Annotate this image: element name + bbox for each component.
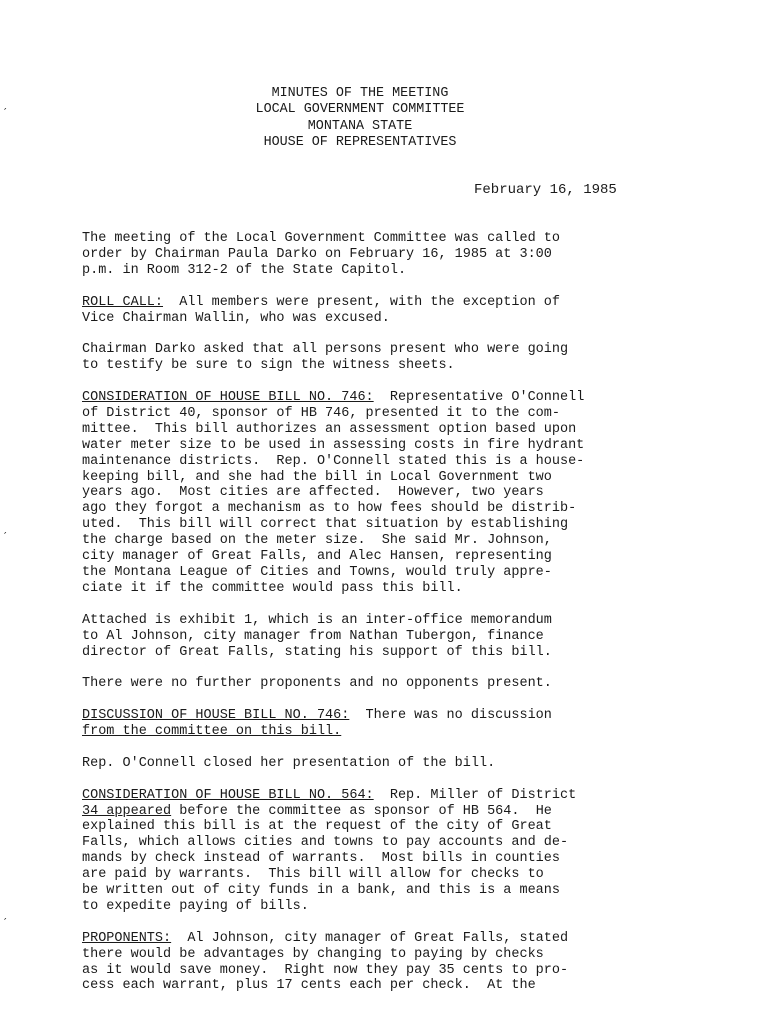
text-line: Rep. Miller of District	[389, 787, 577, 803]
text-line: to testify be sure to sign the witness sheets.	[82, 358, 455, 374]
text-line: There were no further proponents and no opponents present.	[82, 676, 552, 692]
text-line: Al Johnson, city manager of Great Falls, stated	[187, 930, 569, 946]
text-line: ciate it if the committee would pass this bill.	[82, 580, 463, 596]
margin-mark: ′	[4, 530, 7, 543]
section-heading: CONSIDERATION OF HOUSE BILL NO. 746:	[82, 390, 374, 406]
paragraph	[82, 613, 692, 661]
text-line: as it would save money. Right now they pay 35 cents to pro-	[82, 962, 569, 978]
text-line: p.m. in Room 312-2 of the State Capitol.	[82, 262, 407, 278]
text-line: uted. This bill will correct that situation by establishing	[82, 517, 569, 533]
text-line: to Al Johnson, city manager from Nathan Tubergon, finance	[82, 628, 544, 644]
text-line: ago they forgot a mechanism as to how fees should be distrib-	[82, 501, 577, 517]
paragraph	[82, 931, 692, 995]
text-line: are paid by warrants. This bill will allow for checks to	[82, 867, 544, 883]
paragraph	[82, 231, 692, 279]
paragraph	[82, 342, 692, 374]
text-line: years ago. Most cities are affected. However, two years	[82, 485, 544, 501]
text-line: water meter size to be used in assessing costs in fire hydrant	[82, 437, 585, 453]
paragraph	[82, 390, 692, 597]
section-heading: ROLL CALL:	[82, 294, 164, 310]
header-line: LOCAL GOVERNMENT COMMITTEE	[255, 102, 465, 118]
paragraph	[82, 676, 692, 692]
text-line: the charge based on the meter size. She said Mr. Johnson,	[82, 533, 552, 549]
margin-mark: ′	[4, 916, 7, 929]
text-line: explained this bill is at the request of the city of Great	[82, 819, 552, 835]
paragraph	[82, 295, 692, 327]
text-line: before the committee as sponsor of HB 564. He	[179, 803, 552, 819]
section-heading: DISCUSSION OF HOUSE BILL NO. 746:	[82, 708, 350, 724]
text-line: Vice Chairman Wallin, who was excused.	[82, 310, 390, 326]
document-header	[0, 86, 720, 152]
text-line: city manager of Great Falls, and Alec Hansen, representing	[82, 549, 552, 565]
text-line: maintenance districts. Rep. O'Connell stated this is a house-	[82, 453, 585, 469]
text-line: of District 40, sponsor of HB 746, presented it to the com-	[82, 405, 560, 421]
section-heading: CONSIDERATION OF HOUSE BILL NO. 564:	[82, 787, 374, 803]
paragraph	[82, 756, 692, 772]
text-line: Attached is exhibit 1, which is an inter-office memorandum	[82, 612, 552, 628]
minutes-body	[82, 231, 692, 1010]
text-line: Falls, which allows cities and towns to pay accounts and de-	[82, 835, 569, 851]
section-heading: PROPONENTS:	[82, 930, 172, 946]
text-line: There was no discussion	[365, 708, 552, 724]
text-line: Chairman Darko asked that all persons present who were going	[82, 342, 569, 358]
text-line: The meeting of the Local Government Committee was called to	[82, 231, 560, 246]
header-line: MINUTES OF THE MEETING	[271, 86, 449, 101]
paragraph	[82, 708, 692, 740]
text-line: order by Chairman Paula Darko on February 16, 1985 at 3:00	[82, 246, 552, 262]
header-line: MONTANA STATE	[307, 118, 413, 134]
text-line: Rep. O'Connell closed her presentation of the bill.	[82, 755, 496, 771]
text-line: be written out of city funds in a bank, and this is a means	[82, 883, 560, 899]
text-line: mands by check instead of warrants. Most bills in counties	[82, 851, 560, 867]
text-line: cess each warrant, plus 17 cents each per check. At the	[82, 978, 536, 994]
text-line: All members were present, with the exception of	[179, 294, 560, 310]
text-line: mittee. This bill authorizes an assessment option based upon	[82, 421, 577, 437]
section-heading-continued: 34 appeared	[82, 803, 172, 819]
text-line: to expedite paying of bills.	[82, 898, 309, 914]
text-line: director of Great Falls, stating his support of this bill.	[82, 644, 552, 660]
text-line: there would be advantages by changing to paying by checks	[82, 946, 544, 962]
section-heading-continued: from the committee on this bill.	[82, 724, 342, 739]
text-line: Representative O'Connell	[389, 390, 585, 406]
header-line: HOUSE OF REPRESENTATIVES	[263, 135, 457, 151]
text-line: the Montana League of Cities and Towns, would truly appre-	[82, 564, 552, 580]
paragraph	[82, 788, 692, 915]
text-line: keeping bill, and she had the bill in Local Government two	[82, 469, 552, 485]
meeting-date: February 16, 1985	[474, 182, 617, 198]
margin-mark: ′	[4, 106, 7, 119]
